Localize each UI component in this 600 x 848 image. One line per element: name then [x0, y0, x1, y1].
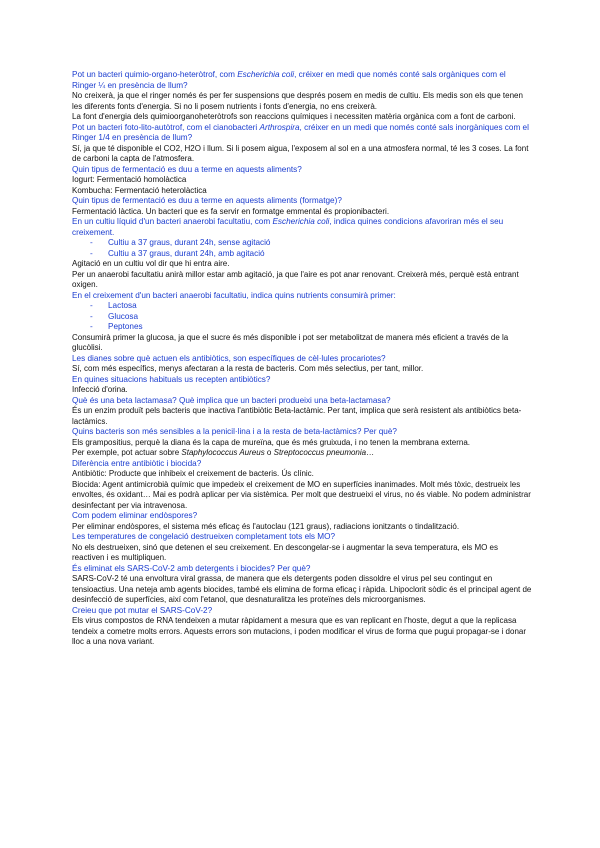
qa-block: [72, 165, 532, 197]
answer: Infecció d'orina.: [72, 385, 128, 394]
answer: SARS-CoV-2 té una envoltura viral grassa, de manera que els detergents poden dissoldre el virus pel seu contingut en tensioactius. Una neteja amb agents biocides, també els elimina de forma eficaç i ràpida. Lhipoclorit sòdic és el principal agent de desinfecció de superfícies, així com l'etanol, que desnaturalitza les proteïnes dels microorganismes.: [72, 574, 532, 604]
answer: Fermentació làctica. Un bacteri que es fa servir en formatge emmental és propionibacteri.: [72, 206, 390, 216]
qa-block: [72, 123, 532, 165]
qa-block: [72, 196, 532, 217]
answer: Sí, com més específics, menys afectaran a la resta de bacteris. Com més selectius, per tant, millor.: [72, 364, 424, 373]
qa-block: [72, 564, 532, 606]
answer: És un enzim produït pels bacteris que inactiva l'antibiòtic Beta-lactàmic. Per tant, implica que serà resistent als antibiòtics beta-lactàmics.: [72, 406, 522, 426]
question: En el creixement d'un bacteri anaerobi facultatiu, indica quins nutrients consumirà primer:: [72, 290, 396, 300]
question: Les temperatures de congelació destrueixen completament tots els MO?: [72, 532, 336, 541]
answer: Sí, ja que té disponible el CO2, H2O i llum. Si li posem aigua, l'exposem al sol en a una atmosfera normal, té les 3 coses. La font de carboni la capta de l'atmosfera.: [72, 143, 529, 163]
option-item: - Cultiu a 37 graus, durant 24h, sense agitació: [90, 238, 532, 249]
answer: Els grampositius, perquè la diana és la capa de mureïna, que és més gruixuda, i no tenen la membrana externa. Per exemple, pot actuar sobre Staphylococcus Aureus o Streptococcus pneumonia…: [72, 437, 471, 457]
qa-block: [72, 217, 532, 291]
question: Quin tipus de fermentació es duu a terme en aquests aliments?: [72, 164, 302, 174]
qa-block: [72, 606, 532, 648]
qa-block: [72, 354, 532, 375]
option-item: - Cultiu a 37 graus, durant 24h, amb agitació: [90, 249, 532, 260]
qa-block: [72, 511, 532, 532]
question: És eliminat els SARS-CoV-2 amb detergents i biocides? Per què?: [72, 563, 311, 573]
qa-block: [72, 459, 532, 512]
answer: No creixerà, ja que el ringer només és per fer suspensions que després posem en medis de cultiu. Els medis son els que tenen les diferents fonts d'energia. Si no li posem nutrients i fonts d'energia, no ens creixerà. La font d'energia dels quimioorganoheteròtrofs son reaccions químiques i necessiten matèria orgànica com a font de carboni.: [72, 91, 523, 121]
question: Diferència entre antibiòtic i biocida?: [72, 458, 202, 468]
answer: Per eliminar endòspores, el sistema més eficaç és l'autoclau (121 graus), radiacions ionitzants o tindalització.: [72, 521, 460, 531]
qa-block: [72, 291, 532, 354]
option-list: [72, 301, 532, 333]
question: Com podem eliminar endòspores?: [72, 511, 198, 520]
question: En quines situacions habituals us recepten antibiòtics?: [72, 374, 271, 384]
qa-block: [72, 70, 532, 123]
question: Què és una beta lactamasa? Què implica que un bacteri produeixi una beta-lactamasa?: [72, 395, 391, 405]
question: Les dianes sobre què actuen els antibiòtics, son específiques de cèl·lules procariotes?: [72, 353, 386, 363]
question: Pot un bacteri foto-lito-autòtrof, com el cianobacteri Arthrospira, créixer en un medi que només conté sals inorgàniques com el Ringer 1/4 en presència de llum?: [72, 122, 529, 142]
question: Pot un bacteri quimio-organo-heteròtrof, com Escherichia coli, créixer en medi que només conté sals orgàniques com el Ringer ¼ en presència de llum?: [72, 70, 506, 90]
qa-block: [72, 396, 532, 428]
qa-block: [72, 375, 532, 396]
option-item: - Lactosa: [90, 301, 532, 312]
answer: Els virus compostos de RNA tendeixen a mutar ràpidament a mesura que es van replicant en l'hoste, degut a que la replicasa tendeix a cometre molts errors. Aquests errors son mutacions, i poden modificar el virus de forma que pugui propagar-se i donar lloc a una nova variant.: [72, 616, 526, 646]
answer: Iogurt: Fermentació homolàctica Kombucha: Fermentació heterolàctica: [72, 175, 207, 195]
qa-block: [72, 532, 532, 564]
option-item: - Peptones: [90, 322, 532, 333]
answer: Antibiòtic: Producte que inhibeix el creixement de bacteris. Ús clínic. Biocida: Agent antimicrobià químic que impedeix el creixement de MO en superfícies inanimades. Molt més tòxic, destrueix les envoltes, és oxidant… Mai es podrà aplicar per via sistèmica. Per molt que destrueixi el virus, no és viable. No podem administrar desinfectant per via intravenosa.: [72, 469, 531, 510]
question: Quins bacteris son més sensibles a la penicil·lina i a la resta de beta-lactàmics? Per què?: [72, 427, 397, 436]
option-item: - Glucosa: [90, 312, 532, 323]
question: Creieu que pot mutar el SARS-CoV-2?: [72, 605, 213, 615]
option-list: [72, 238, 532, 259]
answer: Consumirà primer la glucosa, ja que el sucre és més disponible i pot ser metabolitzat de manera més eficient a través de la glucòlisi.: [72, 332, 509, 352]
qa-block: [72, 427, 532, 459]
question: En un cultiu líquid d'un bacteri anaerobi facultatiu, com Escherichia coli, indica quines condicions afavoriran més el seu creixement.: [72, 217, 504, 237]
answer: No els destrueixen, sinó que detenen el seu creixement. En descongelar-se i augmentar la seva temperatura, els MO es reactiven i es multipliquen.: [72, 542, 499, 562]
answer: Agitació en un cultiu vol dir que hi entra aire. Per un anaerobi facultatiu anirà millor estar amb agitació, ja que l'aire es pot anar renovant. Creixerà més, perquè està entrant oxigen.: [72, 259, 519, 289]
question: Quin tipus de fermentació es duu a terme en aquests aliments (formatge)?: [72, 196, 342, 205]
